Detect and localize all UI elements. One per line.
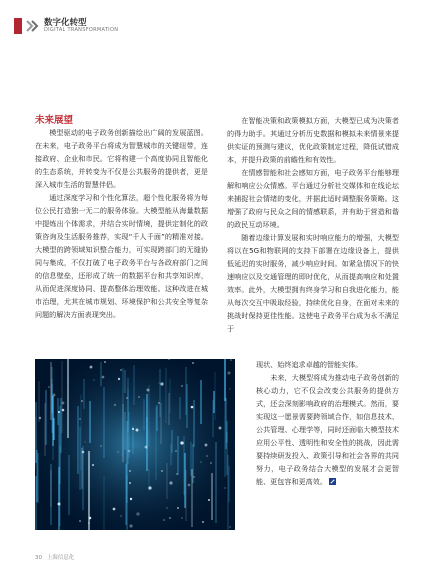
data-particle: [219, 427, 222, 430]
data-particle: [58, 503, 61, 506]
article-end-icon: [329, 478, 336, 485]
data-particle: [200, 461, 201, 462]
digital-streams-illustration: [35, 359, 235, 530]
data-particle: [224, 487, 225, 488]
data-particle: [146, 388, 149, 391]
body-paragraph: 模型驱动的电子政务创新描绘出广阔的发展蓝图。在未来，电子政务平台将成为智慧城市的关键纽带，连接政府、企业和市民。它将构建一个高度协同且智能化的生态系统，并转变为不仅是公共服务的提供者，更是深入城市生活的智慧伴侣。: [35, 128, 208, 189]
data-particle: [210, 462, 211, 463]
body-paragraph: 未来，大模型将成为推动电子政务创新的核心动力，它不仅会改变公共服务的提供方式，还会深刻影响政府的治理模式。然而，要实现这一愿景需要跨领域合作，如信息技术、公共管理、心理学等，同时还面临大模型技术应用公平性、透明性和安全性的挑战，因此需要持续研发投入、政策引导和社会各界的共同努力，电子政务结合大模型的发展才会更智能、更包容和更高效。: [256, 373, 399, 486]
data-particle: [53, 394, 56, 397]
data-particle: [176, 473, 177, 474]
data-particle: [188, 484, 191, 487]
data-particle: [79, 418, 80, 419]
page-footer: [35, 553, 74, 561]
data-particle: [81, 400, 83, 402]
data-particle: [158, 382, 159, 383]
data-particle: [120, 369, 121, 370]
data-particle: [175, 450, 176, 451]
data-particle: [161, 470, 162, 471]
data-particle: [181, 517, 182, 518]
data-particle: [180, 441, 183, 444]
data-particle: [62, 409, 65, 412]
data-particle: [117, 451, 119, 453]
data-particle: [202, 521, 204, 523]
data-particle: [230, 359, 231, 360]
data-particle: [48, 386, 49, 387]
data-particle: [145, 446, 148, 449]
hero-image: [35, 359, 235, 530]
data-particle: [130, 498, 132, 500]
data-particle: [191, 406, 194, 409]
data-particle: [192, 362, 194, 364]
data-particle: [62, 402, 65, 405]
data-particle: [129, 470, 131, 472]
data-particle: [208, 499, 210, 501]
page-number: 30: [35, 555, 42, 561]
data-particle: [100, 445, 101, 446]
data-particle: [84, 441, 85, 442]
data-particle: [93, 379, 94, 380]
data-particle: [88, 522, 90, 524]
data-particle: [128, 450, 131, 453]
header-accent-bar: [14, 18, 22, 34]
data-particle: [104, 361, 106, 363]
data-particle: [129, 482, 131, 484]
header-title: 数字化转型: [44, 18, 87, 28]
chevron-double-right-icon: [24, 18, 40, 34]
body-paragraph: 在情感智能和社会感知方面，电子政务平台能够理解和响应公众情感。平台通过分析社交媒体和在线论坛来捕捉社会情绪的变化，并据此适时调整服务策略。这增强了政府与民众之间的情感联系，并有助于营造和谐的政民互动环境。: [227, 168, 399, 229]
data-particle: [160, 382, 163, 385]
article-right-column: [227, 114, 399, 335]
body-paragraph: 现状、始终追求卓越的智能实体。: [256, 360, 363, 369]
body-paragraph: 随着边缘计算发展和实时响应能力的增强，大模型将以在5G和物联网的支持下部署在边缘设备上，提供低延迟的实时服务，减少响应时间。如紧急情况下的快速响应以及交通管理的即时优化，从而提高响应和处置效率。此外，大模型拥有终身学习和自我进化能力，能从每次交互中吸取经验，持续优化自身，在面对未来的挑战时保持更佳性能。这使电子政务平台成为永不满足于: [227, 233, 399, 333]
data-particle: [169, 481, 172, 484]
data-particle: [120, 515, 121, 516]
data-particle: [89, 517, 92, 520]
article-right-lower-column: [256, 358, 399, 488]
data-particle: [92, 464, 94, 466]
data-particle: [132, 428, 134, 430]
body-paragraph: 在智能决策和政策模拟方面，大模型已成为决策者的得力助手。其通过分析历史数据和模拟未来情景来提供实证的预测与建议，优化政策制定过程，降低试错成本，并提升政策的前瞻性和有效性。: [227, 116, 399, 164]
data-particle: [193, 476, 194, 477]
data-particle: [129, 524, 132, 527]
data-particle: [205, 444, 208, 447]
publication-name: 上海信息化: [46, 555, 75, 561]
data-particle: [166, 507, 168, 509]
data-particle: [58, 411, 60, 413]
data-particle: [79, 520, 81, 522]
data-particle: [90, 366, 93, 369]
data-particle: [163, 519, 164, 520]
data-particle: [177, 507, 179, 509]
data-particle: [39, 417, 41, 419]
data-particle: [229, 388, 230, 389]
header-subtitle: DIGITAL TRANSFORMATION: [44, 27, 119, 33]
data-particle: [206, 455, 208, 457]
article-left-column: [35, 126, 208, 321]
data-particle: [169, 517, 170, 518]
data-particle: [181, 385, 182, 386]
data-particle: [158, 402, 160, 404]
data-particle: [114, 404, 116, 406]
data-particle: [102, 376, 105, 379]
data-particle: [148, 486, 151, 489]
body-paragraph: 通过深度学习和个性化算法，超个性化服务将为每位公民打造独一无二的服务体验。大模型能从海量数据中提炼出个体需求，并结合实时情境，提供定制化的政策咨询及生活服务推荐，实现“千人千面”的精准对接。大模型的跨领域知识整合能力，可实现跨部门的无缝协同与集成，不仅打破了电子政务平台与各政府部门之间的信息壁垒，还形成了统一的数据平台和共享知识库，从而促进深度协同、提高整体治理效能。这种改进在城市治理，尤其在城市规划、环境保护和公共安全等复杂问题的解决方面表现突出。: [35, 193, 208, 319]
data-particle: [138, 396, 139, 397]
data-particle: [82, 451, 85, 454]
data-particle: [136, 512, 139, 515]
data-particle: [228, 372, 231, 375]
data-particle: [136, 429, 139, 432]
section-title: 未来展望: [35, 115, 74, 126]
data-particle: [229, 526, 231, 528]
data-particle: [113, 508, 116, 511]
data-particle: [118, 378, 120, 380]
data-particle: [126, 397, 128, 399]
